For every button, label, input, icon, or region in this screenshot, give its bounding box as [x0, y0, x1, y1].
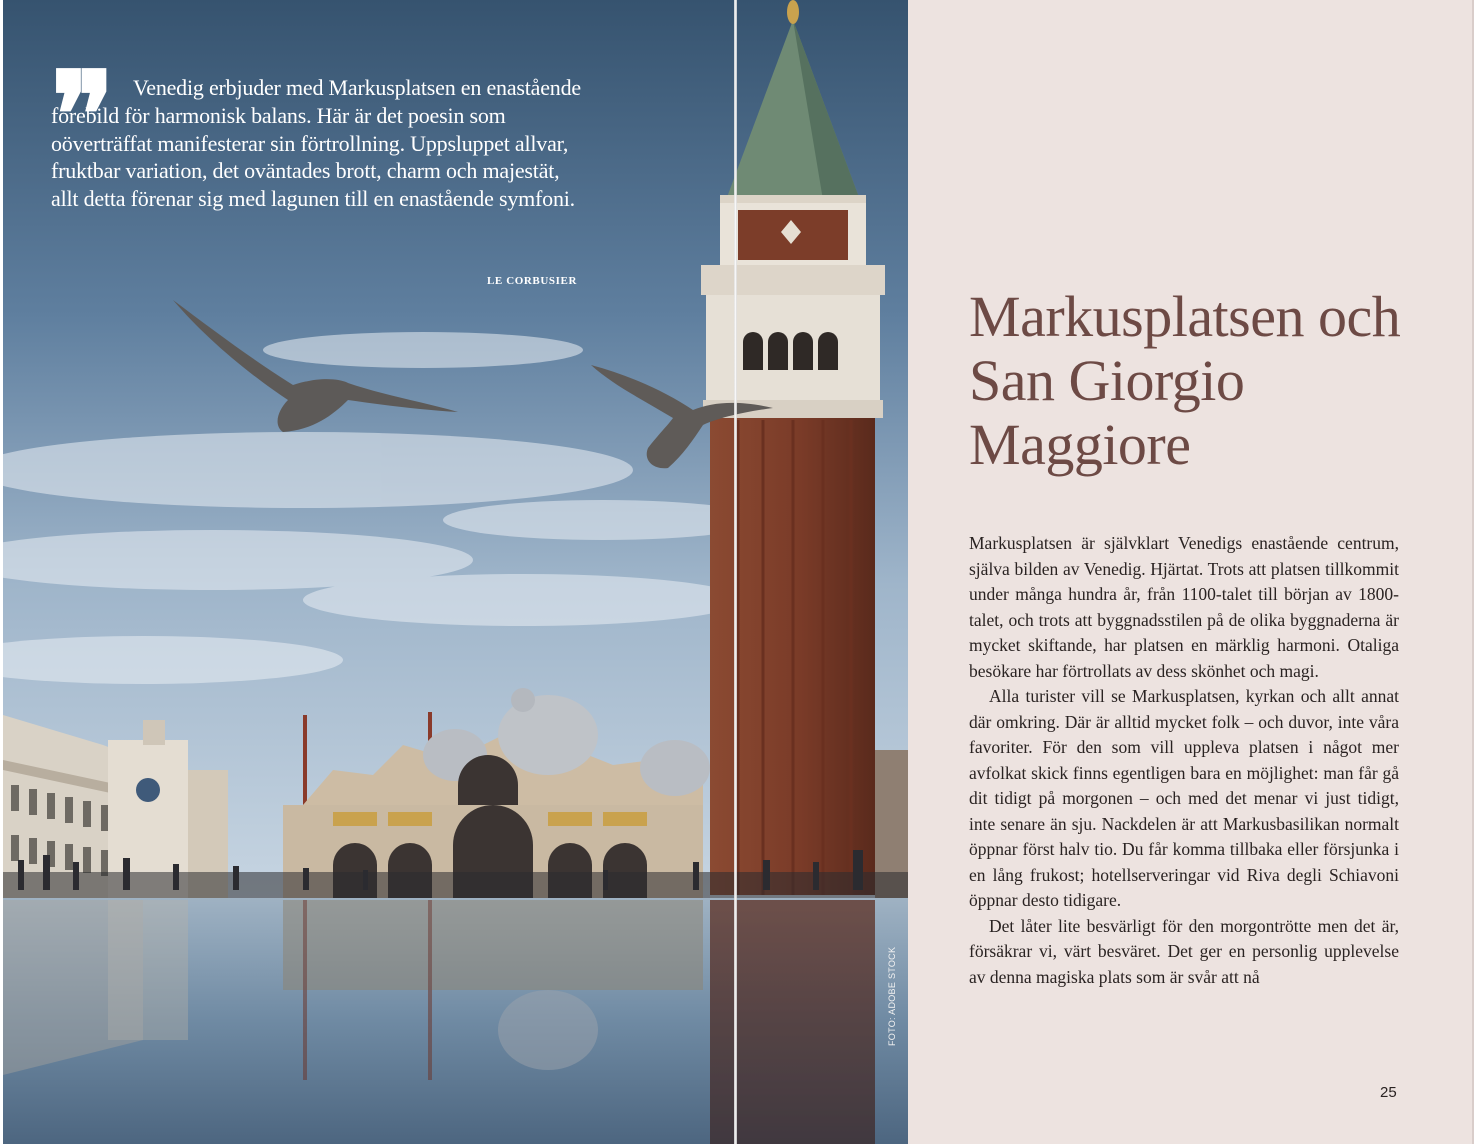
article-title: Markusplatsen och San Giorgio Maggiore [969, 284, 1401, 477]
venice-photo [3, 0, 908, 1144]
quote-text: Venedig erbjuder med Markusplatsen en enastående förebild för harmonisk balans. Här är det poesin som oöverträffat manifesterar sin förtrollning. Uppsluppet allvar, fruktbar variation, det oväntades brott, charm och majestät, allt detta förenar sig med lagunen till en enastående symfoni. [51, 75, 581, 212]
article-paragraph: Markusplatsen är självklart Venedigs enastående centrum, själva bilden av Venedig. Hjärtat. Trots att platsen tillkommit under många hundra år, från 1100-talet till början av 1800-talet, och trots att byggnadsstilen på de olika byggnaderna är mycket skiftande, har platsen en märklig harmoni. Otaliga besökare har förtrollats av dess skönhet och magi. [969, 533, 1399, 681]
article-paragraph: Det låter lite besvärligt för den morgontrötte men det är, försäkrar vi, värt besväret. Det ger en personlig upplevelse av denna magiska plats som är svår att nå [969, 915, 1399, 987]
photo-credit: FOTO: ADOBE STOCK [887, 946, 897, 1046]
article-body [969, 531, 1399, 990]
right-page [908, 0, 1474, 1144]
quote-block [51, 51, 591, 287]
quote-author: LE CORBUSIER [486, 275, 577, 287]
page-number: 25 [1380, 1084, 1397, 1101]
spine-gutter [734, 0, 737, 1144]
quote-mark-icon: ❞ [51, 51, 115, 182]
article-paragraph: Alla turister vill se Markusplatsen, kyrkan och allt annat där omkring. Där är alltid mycket folk – och duvor, inte våra favoriter. För den som vill uppleva platsen i något mer avfolkat skick finns egentligen bara en möjlighet: man får gå dit tidigt på morgonen – och med det menar vi just tidigt, inte senare än sju. Nackdelen är att Markusbasilikan normalt öppnar först halv tio. Du får komma tillbaka eller försjunka i en lång frukost; hotellserveringar vid Riva degli Schiavoni öppnar desto tidigare. [969, 686, 1399, 910]
